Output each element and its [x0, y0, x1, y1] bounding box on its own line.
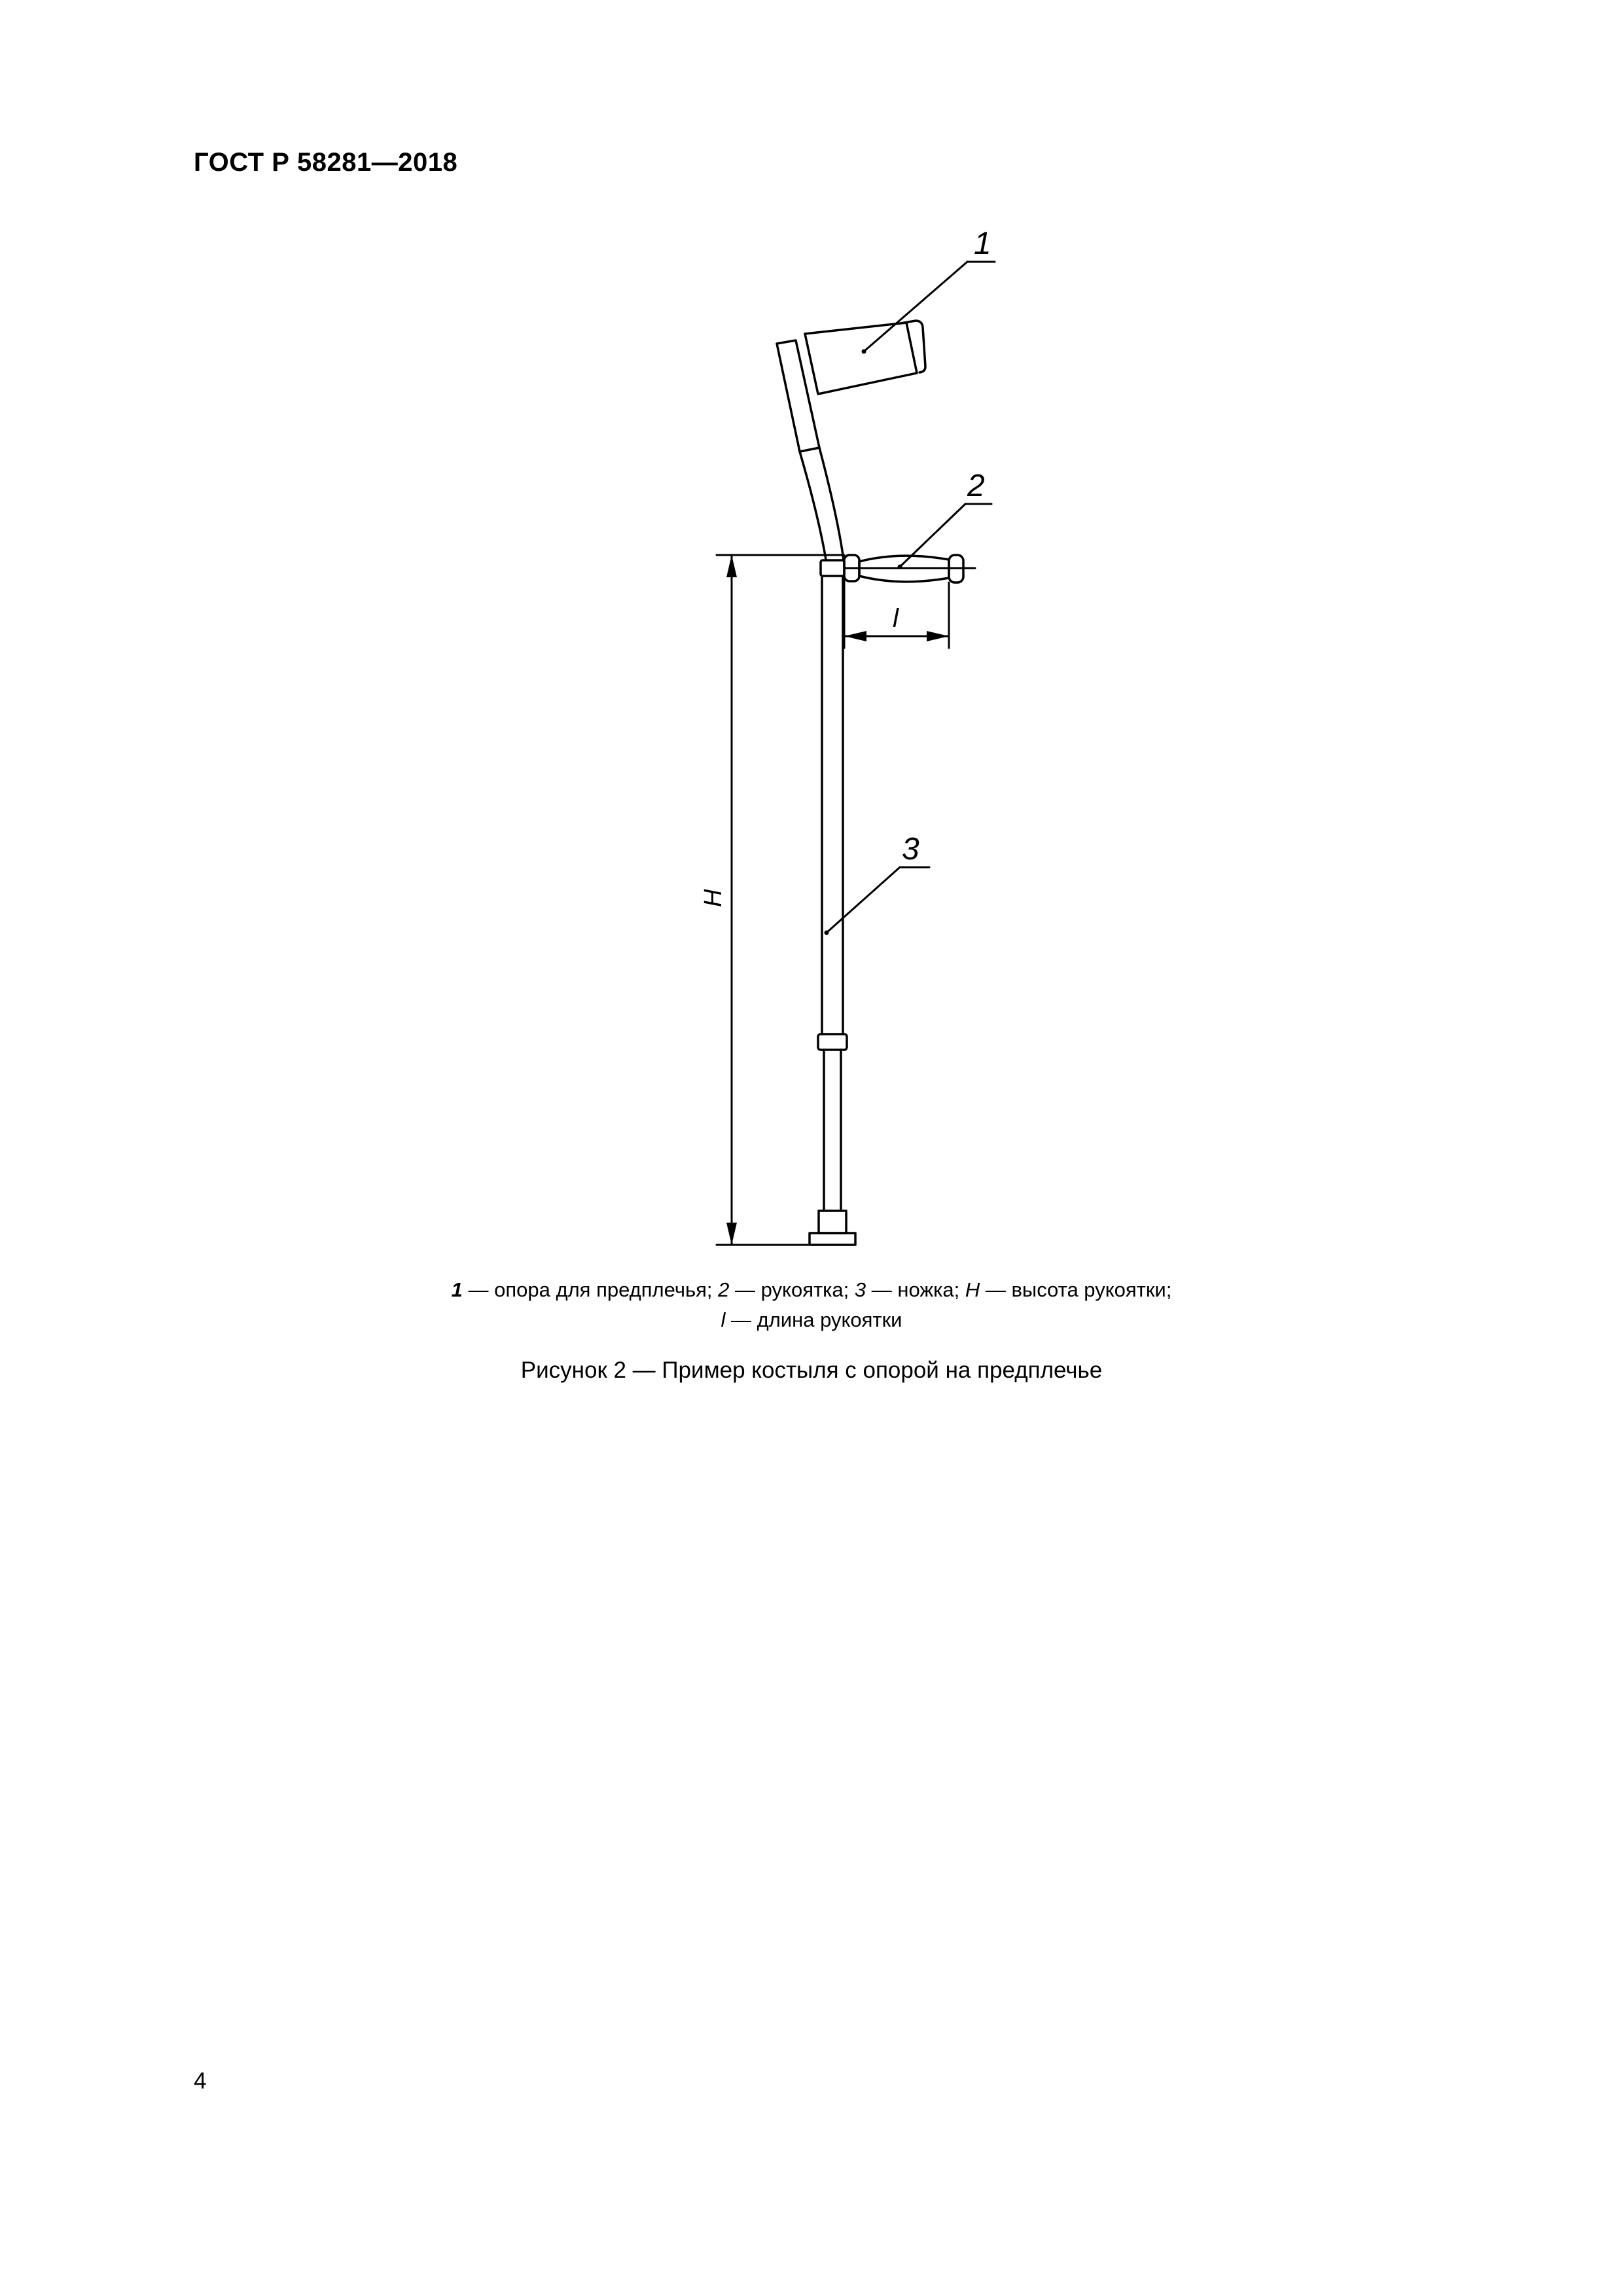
legend-text-3: — ножка; [866, 1278, 965, 1301]
callout-1: 1 [974, 226, 991, 261]
legend-num-1: 1 [451, 1278, 463, 1301]
dimension-l-label: l [893, 604, 899, 633]
legend-symbol-H: H [965, 1278, 980, 1301]
legend-num-3: 3 [854, 1278, 866, 1301]
legend-text-H: — высота рукоятки; [980, 1278, 1172, 1301]
leg-shaft [810, 576, 855, 1245]
legend-text-l: — длина рукоятки [725, 1308, 902, 1331]
upper-tube [800, 448, 844, 560]
legend-num-2: 2 [718, 1278, 730, 1301]
legend-symbol-l: l [721, 1308, 726, 1331]
page-number: 4 [194, 2068, 207, 2094]
document-header: ГОСТ Р 58281—2018 [194, 148, 458, 177]
legend-text-1: — опора для предплечья; [462, 1278, 719, 1301]
legend-text-2: — рукоятка; [729, 1278, 855, 1301]
figure-legend-line-2 [0, 1305, 1623, 1335]
forearm-cuff [777, 321, 925, 452]
dimension-H-label: H [700, 889, 727, 907]
callout-3: 3 [902, 832, 919, 867]
figure-legend-line-1 [0, 1275, 1623, 1305]
callout-2: 2 [967, 469, 985, 503]
figure-caption: Рисунок 2 — Пример костыля с опорой на предплечье [520, 1357, 1103, 1383]
